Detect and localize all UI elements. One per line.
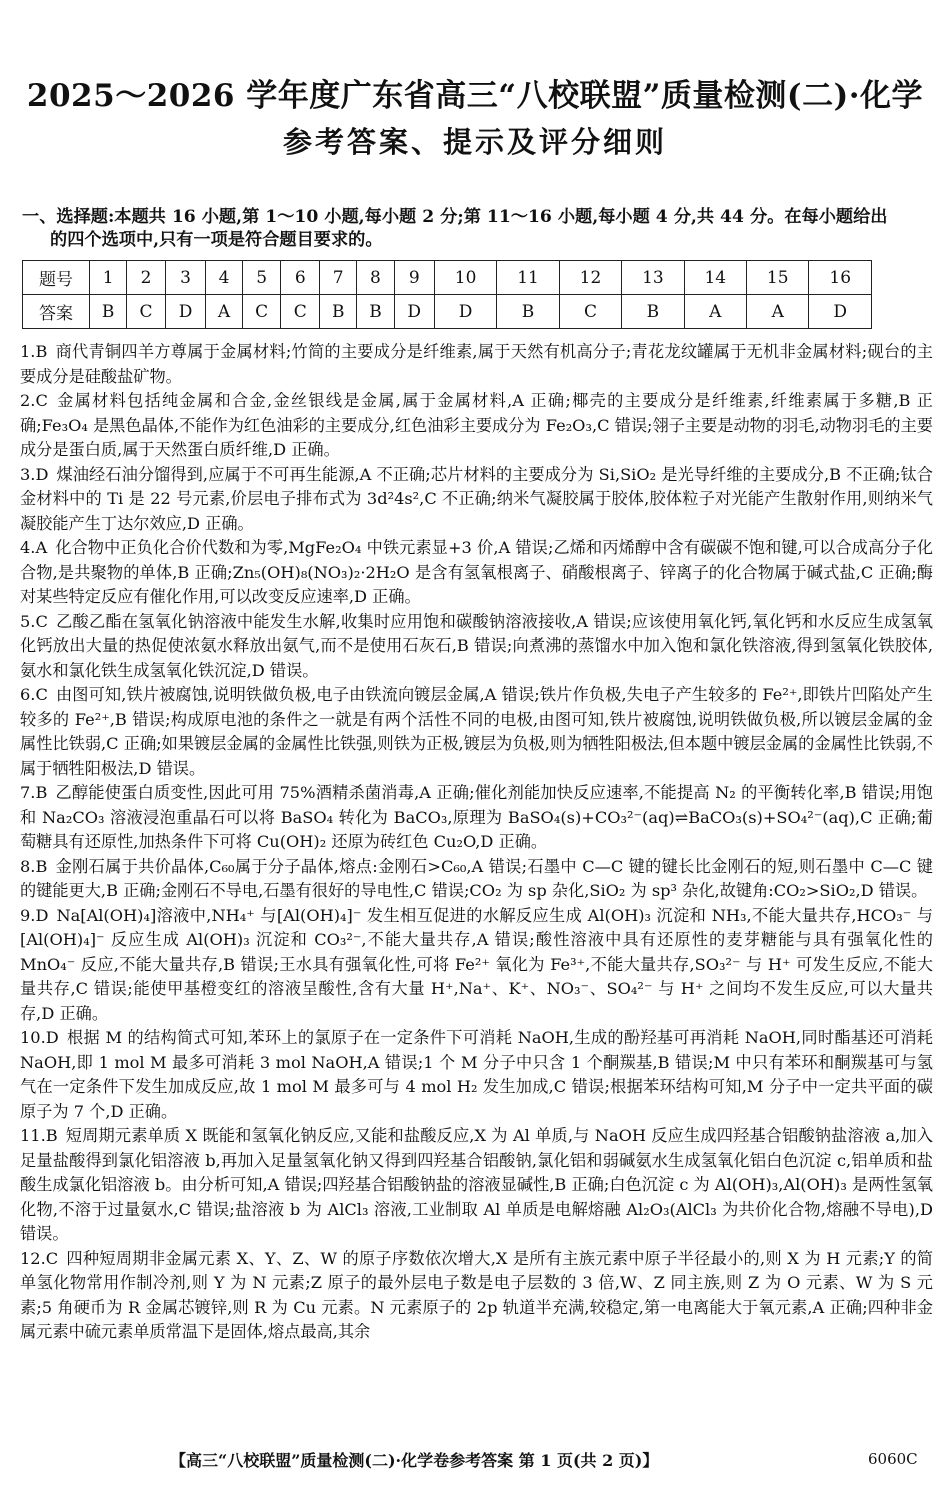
- page-title: 2025～2026 学年度广东省高三“八校联盟”质量检测(二)·化学: [26, 78, 924, 114]
- explanation-text: 乙醇能使蛋白质变性,因此可用 75%酒精杀菌消毒,A 正确;催化剂能加快反应速率,不能提高 N₂ 的平衡转化率,B 错误;用饱和 Na₂CO₃ 溶液浸泡重晶石可以将 BaSO₄ 转化为 BaCO₃,原理为 BaSO₄(s)+CO₃²⁻(aq)⇌BaCO₃(s)+SO₄²⁻(aq),C 正确;葡萄糖具有还原性,加热条件下可将 Cu(OH)₂ 还原为砖红色 Cu₂O,D 正确。: [20, 783, 933, 851]
- question-number: 14: [684, 261, 746, 295]
- answer-cell: A: [747, 295, 809, 329]
- explanation-text: 金属材料包括纯金属和合金,金丝银线是金属,属于金属材料,A 正确;椰壳的主要成分是纤维素,纤维素属于多糖,B 正确;Fe₃O₄ 是黑色晶体,不能作为红色油彩的主要成分,红色油彩主要成分为 Fe₂O₃,C 错误;翎子主要是动物的羽毛,动物羽毛的主要成分是蛋白质,属于天然蛋白质纤维,D 正确。: [20, 391, 933, 459]
- intro-line-2: 的四个选项中,只有一项是符合题目要求的。: [50, 230, 383, 250]
- answer-cell: B: [357, 295, 394, 329]
- explanation-item: [20, 389, 933, 463]
- question-number: 5: [242, 261, 281, 295]
- question-number: 13: [622, 261, 684, 295]
- question-number: 4: [206, 261, 243, 295]
- answer-cell: B: [622, 295, 684, 329]
- explanation-number: 2.C: [20, 391, 48, 410]
- answer-cell: C: [127, 295, 166, 329]
- question-number: 10: [434, 261, 496, 295]
- question-number: 3: [165, 261, 205, 295]
- explanation-item: [20, 904, 933, 1027]
- explanation-item: [20, 610, 933, 684]
- explanation-number: 3.D: [20, 464, 49, 484]
- question-number: 15: [747, 261, 809, 295]
- explanation-text: 短周期元素单质 X 既能和氢氧化钠反应,又能和盐酸反应,X 为 Al 单质,与 NaOH 反应生成四羟基合铝酸钠盐溶液 a,加入足量盐酸得到氯化铝溶液 b,再加入足量氢氧化钠又得到四羟基合铝酸钠,氯化铝和弱碱氨水生成氢氧化铝白色沉淀 c,铝单质和盐酸生成氯化铝溶液 b。由分析可知,A 错误;四羟基合铝酸钠盐的溶液显碱性,B 正确;白色沉淀 c 为 Al(OH)₃,Al(OH)₃ 是两性氢氧化物,不溶于过量氨水,C 错误;盐溶液 b 为 AlCl₃ 溶液,工业制取 Al 单质是电解熔融 Al₂O₃(AlCl₃ 为共价化合物,熔融不导电),D 错误。: [20, 1126, 933, 1243]
- document-code: 6060C: [868, 1450, 918, 1468]
- page-subtitle: 参考答案、提示及评分细则: [282, 125, 667, 159]
- explanation-item: [20, 340, 933, 389]
- explanation-item: [20, 463, 933, 537]
- answer-row-label: 答案: [23, 295, 90, 329]
- answer-cell: B: [90, 295, 127, 329]
- explanation-item: [20, 683, 933, 781]
- answer-cell: B: [497, 295, 559, 329]
- answer-cell: D: [394, 295, 434, 329]
- answer-cell: C: [281, 295, 320, 329]
- answer-cell: A: [206, 295, 243, 329]
- question-number: 16: [809, 261, 872, 295]
- answer-row: [23, 295, 872, 329]
- explanation-list: [20, 340, 933, 1345]
- explanation-number: 8.B: [20, 856, 48, 876]
- explanation-text: 化合物中正负化合价代数和为零,MgFe₂O₄ 中铁元素显+3 价,A 错误;乙烯和丙烯醇中含有碳碳不饱和键,可以合成高分子化合物,是共聚物的单体,B 正确;Zn₅(OH)₈(NO₃)₂·2H₂O 是含有氢氧根离子、硝酸根离子、锌离子的化合物属于碱式盐,C 正确;酶对某些特定反应有催化作用,可以改变反应速率,D 正确。: [20, 538, 933, 606]
- page-footer: 【高三“八校联盟”质量检测(二)·化学卷参考答案 第 1 页(共 2 页)】: [170, 1451, 659, 1470]
- explanation-text: 四种短周期非金属元素 X、Y、Z、W 的原子序数依次增大,X 是所有主族元素中原子半径最小的,则 X 为 H 元素;Y 的简单氢化物常用作制冷剂,则 Y 为 N 元素;Z 原子的最外层电子数是电子层数的 3 倍,W、Z 同主族,则 Z 为 O 元素、W 为 S 元素;5 角硬币为 R 金属芯镀锌,则 R 为 Cu 元素。N 元素原子的 2p 轨道半充满,较稳定,第一电离能大于氧元素,A 正确;四种非金属元素中硫元素单质常温下是固体,熔点最高,其余: [20, 1248, 933, 1341]
- answer-cell: D: [809, 295, 872, 329]
- answer-cell: D: [434, 295, 496, 329]
- explanation-text: 乙酸乙酯在氢氧化钠溶液中能发生水解,收集时应用饱和碳酸钠溶液接收,A 错误;应该使用氧化钙,氧化钙和水反应生成氢氧化钙放出大量的热促使浓氨水释放出氨气,而不是使用石灰石,B 错误;向煮沸的蒸馏水中加入饱和氯化铁溶液,得到氢氧化铁胶体,氨水和氯化铁生成氢氧化铁沉淀,D 错误。: [20, 611, 933, 680]
- question-number: 12: [559, 261, 621, 295]
- explanation-number: 11.B: [20, 1126, 58, 1145]
- explanation-text: 由图可知,铁片被腐蚀,说明铁做负极,电子由铁流向镀层金属,A 错误;铁片作负极,失电子产生较多的 Fe²⁺,即铁片凹陷处产生较多的 Fe²⁺,B 错误;构成原电池的条件之一就是有两个活性不同的电极,由图可知,铁片被腐蚀,说明铁做负极,所以镀层金属的金属性比铁弱,C 正确;如果镀层金属的金属性比铁强,则铁为正极,镀层为负极,则为牺牲阳极法,但本题中镀层金属的金属性比铁弱,不属于牺牲阳极法,D 错误。: [20, 685, 933, 778]
- question-number: 6: [281, 261, 320, 295]
- answer-cell: D: [165, 295, 205, 329]
- explanation-text: 金刚石属于共价晶体,C₆₀属于分子晶体,熔点:金刚石>C₆₀,A 错误;石墨中 C—C 键的键长比金刚石的短,则石墨中 C—C 键的键能更大,B 正确;金刚石不导电,石墨有很好的导电性,C 错误;CO₂ 为 sp 杂化,SiO₂ 为 sp³ 杂化,故键角:CO₂>SiO₂,D 错误。: [20, 856, 933, 900]
- question-number: 11: [497, 261, 559, 295]
- explanation-text: Na[Al(OH)₄]溶液中,NH₄⁺ 与[Al(OH)₄]⁻ 发生相互促进的水解反应生成 Al(OH)₃ 沉淀和 NH₃,不能大量共存,HCO₃⁻ 与[Al(OH)₄]⁻ 反应生成 Al(OH)₃ 沉淀和 CO₃²⁻,不能大量共存,A 错误;酸性溶液中具有还原性的麦芽糖能与具有强氧化性的 MnO₄⁻ 反应,不能大量共存,B 错误;王水具有强氧化性,可将 Fe²⁺ 氧化为 Fe³⁺,不能大量共存,SO₃²⁻ 与 H⁺ 可发生反应,不能大量共存,C 错误;能使甲基橙变红的溶液呈酸性,含有大量 H⁺,Na⁺、K⁺、NO₃⁻、SO₄²⁻ 与 H⁺ 之间均不发生反应,可以大量共存,D 正确。: [20, 905, 933, 1023]
- question-number: 7: [320, 261, 357, 295]
- explanation-item: [20, 855, 933, 904]
- question-number: 1: [90, 261, 127, 295]
- explanation-item: [20, 781, 933, 855]
- explanation-number: 12.C: [20, 1248, 59, 1268]
- explanation-number: 5.C: [20, 611, 48, 631]
- question-number: 8: [357, 261, 394, 295]
- intro-line-1: 一、选择题:本题共 16 小题,第 1～10 小题,每小题 2 分;第 11～16 小题,每小题 4 分,共 44 分。在每小题给出: [22, 207, 888, 227]
- explanation-number: 7.B: [20, 783, 48, 802]
- explanation-number: 6.C: [20, 685, 48, 704]
- explanation-item: [20, 536, 933, 610]
- section-intro: [22, 206, 932, 252]
- answer-cell: C: [242, 295, 281, 329]
- number-row-label: 题号: [23, 261, 90, 295]
- question-number: 2: [127, 261, 166, 295]
- answer-cell: C: [559, 295, 621, 329]
- answer-cell: B: [320, 295, 357, 329]
- explanation-item: [20, 1026, 933, 1124]
- explanation-number: 1.B: [20, 342, 48, 361]
- number-row: [23, 261, 872, 295]
- answer-table: [22, 260, 872, 329]
- explanation-number: 10.D: [20, 1028, 59, 1047]
- explanation-item: [20, 1124, 933, 1247]
- explanation-text: 煤油经石油分馏得到,应属于不可再生能源,A 不正确;芯片材料的主要成分为 Si,SiO₂ 是光导纤维的主要成分,B 不正确;钛合金材料中的 Ti 是 22 号元素,价层电子排布式为 3d²4s²,C 不正确;纳米气凝胶属于胶体,胶体粒子对光能产生散射作用,则纳米气凝胶能产生丁达尔效应,D 正确。: [20, 464, 933, 533]
- explanation-text: 商代青铜四羊方尊属于金属材料;竹简的主要成分是纤维素,属于天然有机高分子;青花龙纹罐属于无机非金属材料;砚台的主要成分是硅酸盐矿物。: [20, 342, 933, 386]
- explanation-text: 根据 M 的结构简式可知,苯环上的氯原子在一定条件下可消耗 NaOH,生成的酚羟基可再消耗 NaOH,同时酯基还可消耗 NaOH,即 1 mol M 最多可消耗 3 mol NaOH,A 错误;1 个 M 分子中只含 1 个酮羰基,B 错误;M 中只有苯环和酮羰基可与氢气在一定条件下发生加成反应,故 1 mol M 最多可与 4 mol H₂ 发生加成,C 错误;根据苯环结构可知,M 分子中一定共平面的碳原子为 7 个,D 正确。: [20, 1028, 933, 1121]
- explanation-item: [20, 1247, 933, 1345]
- answer-cell: A: [684, 295, 746, 329]
- explanation-number: 9.D: [20, 905, 49, 925]
- explanation-number: 4.A: [20, 538, 48, 557]
- question-number: 9: [394, 261, 434, 295]
